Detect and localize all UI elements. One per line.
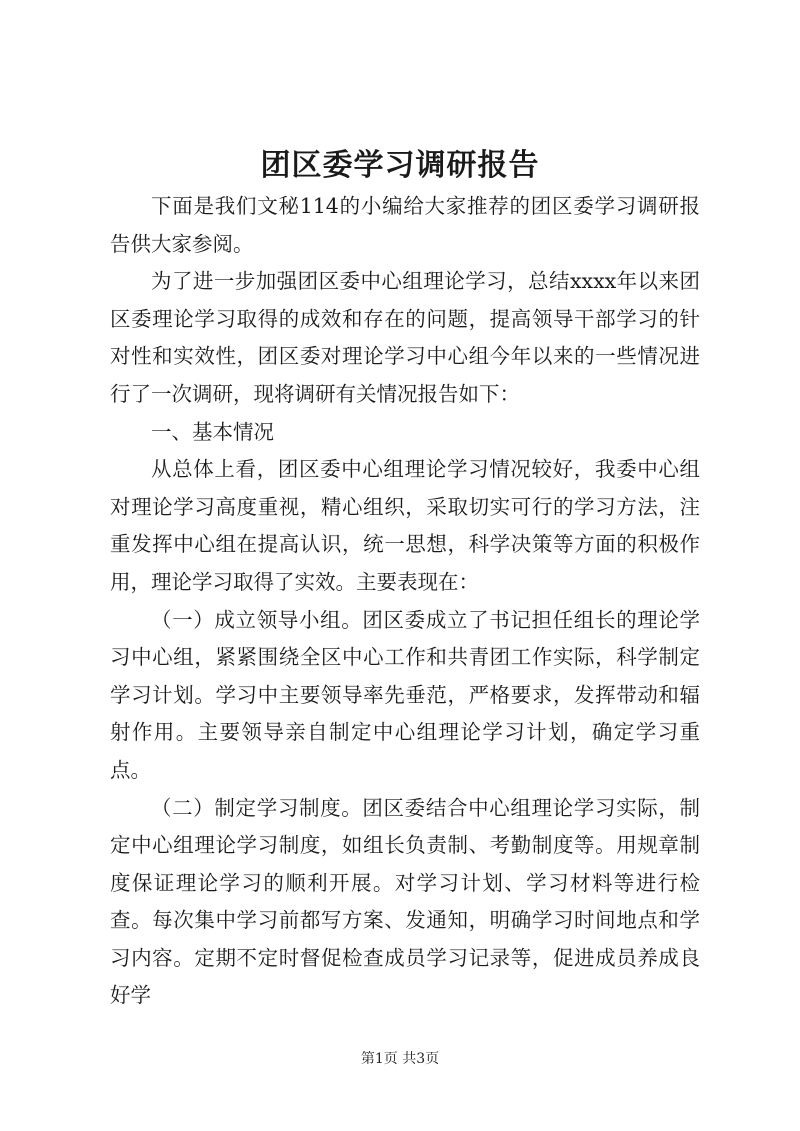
purpose-paragraph: 为了进一步加强团区委中心组理论学习，总结xxxx年以来团区委理论学习取得的成效和存在的问题，提高领导干部学习的针对性和实效性，团区委对理论学习中心组今年以来的一些情况进行了一次调研，现将调研有关情况报告如下： (110, 269, 700, 406)
page-footer: 第1页 共3页 (360, 1051, 440, 1067)
document-title: 团区委学习调研报告 (260, 148, 540, 183)
section-heading: 一、基本情况 (151, 419, 274, 444)
item-one-paragraph: （一）成立领导小组。团区委成立了书记担任组长的理论学习中心组，紧紧围绕全区中心工作和共青团工作实际，科学制定学习计划。学习中主要领导率先垂范，严格要求，发挥带动和辐射作用。主要领导亲自制定中心组理论学习计划，确定学习重点。 (110, 607, 700, 782)
overview-paragraph: 从总体上看，团区委中心组理论学习情况较好，我委中心组对理论学习高度重视，精心组织，采取切实可行的学习方法，注重发挥中心组在提高认识，统一思想，科学决策等方面的积极作用，理论学习取得了实效。主要表现在： (110, 457, 700, 594)
item-two-paragraph: （二）制定学习制度。团区委结合中心组理论学习实际，制定中心组理论学习制度，如组长负责制、考勤制度等。用规章制度保证理论学习的顺利开展。对学习计划、学习材料等进行检查。每次集中学习前都写方案、发通知，明确学习时间地点和学习内容。定期不定时督促检查成员学习记录等，促进成员养成良好学 (110, 795, 700, 1008)
intro-paragraph: 下面是我们文秘114的小编给大家推荐的团区委学习调研报告供大家参阅。 (110, 194, 700, 256)
document-body (110, 188, 700, 1015)
